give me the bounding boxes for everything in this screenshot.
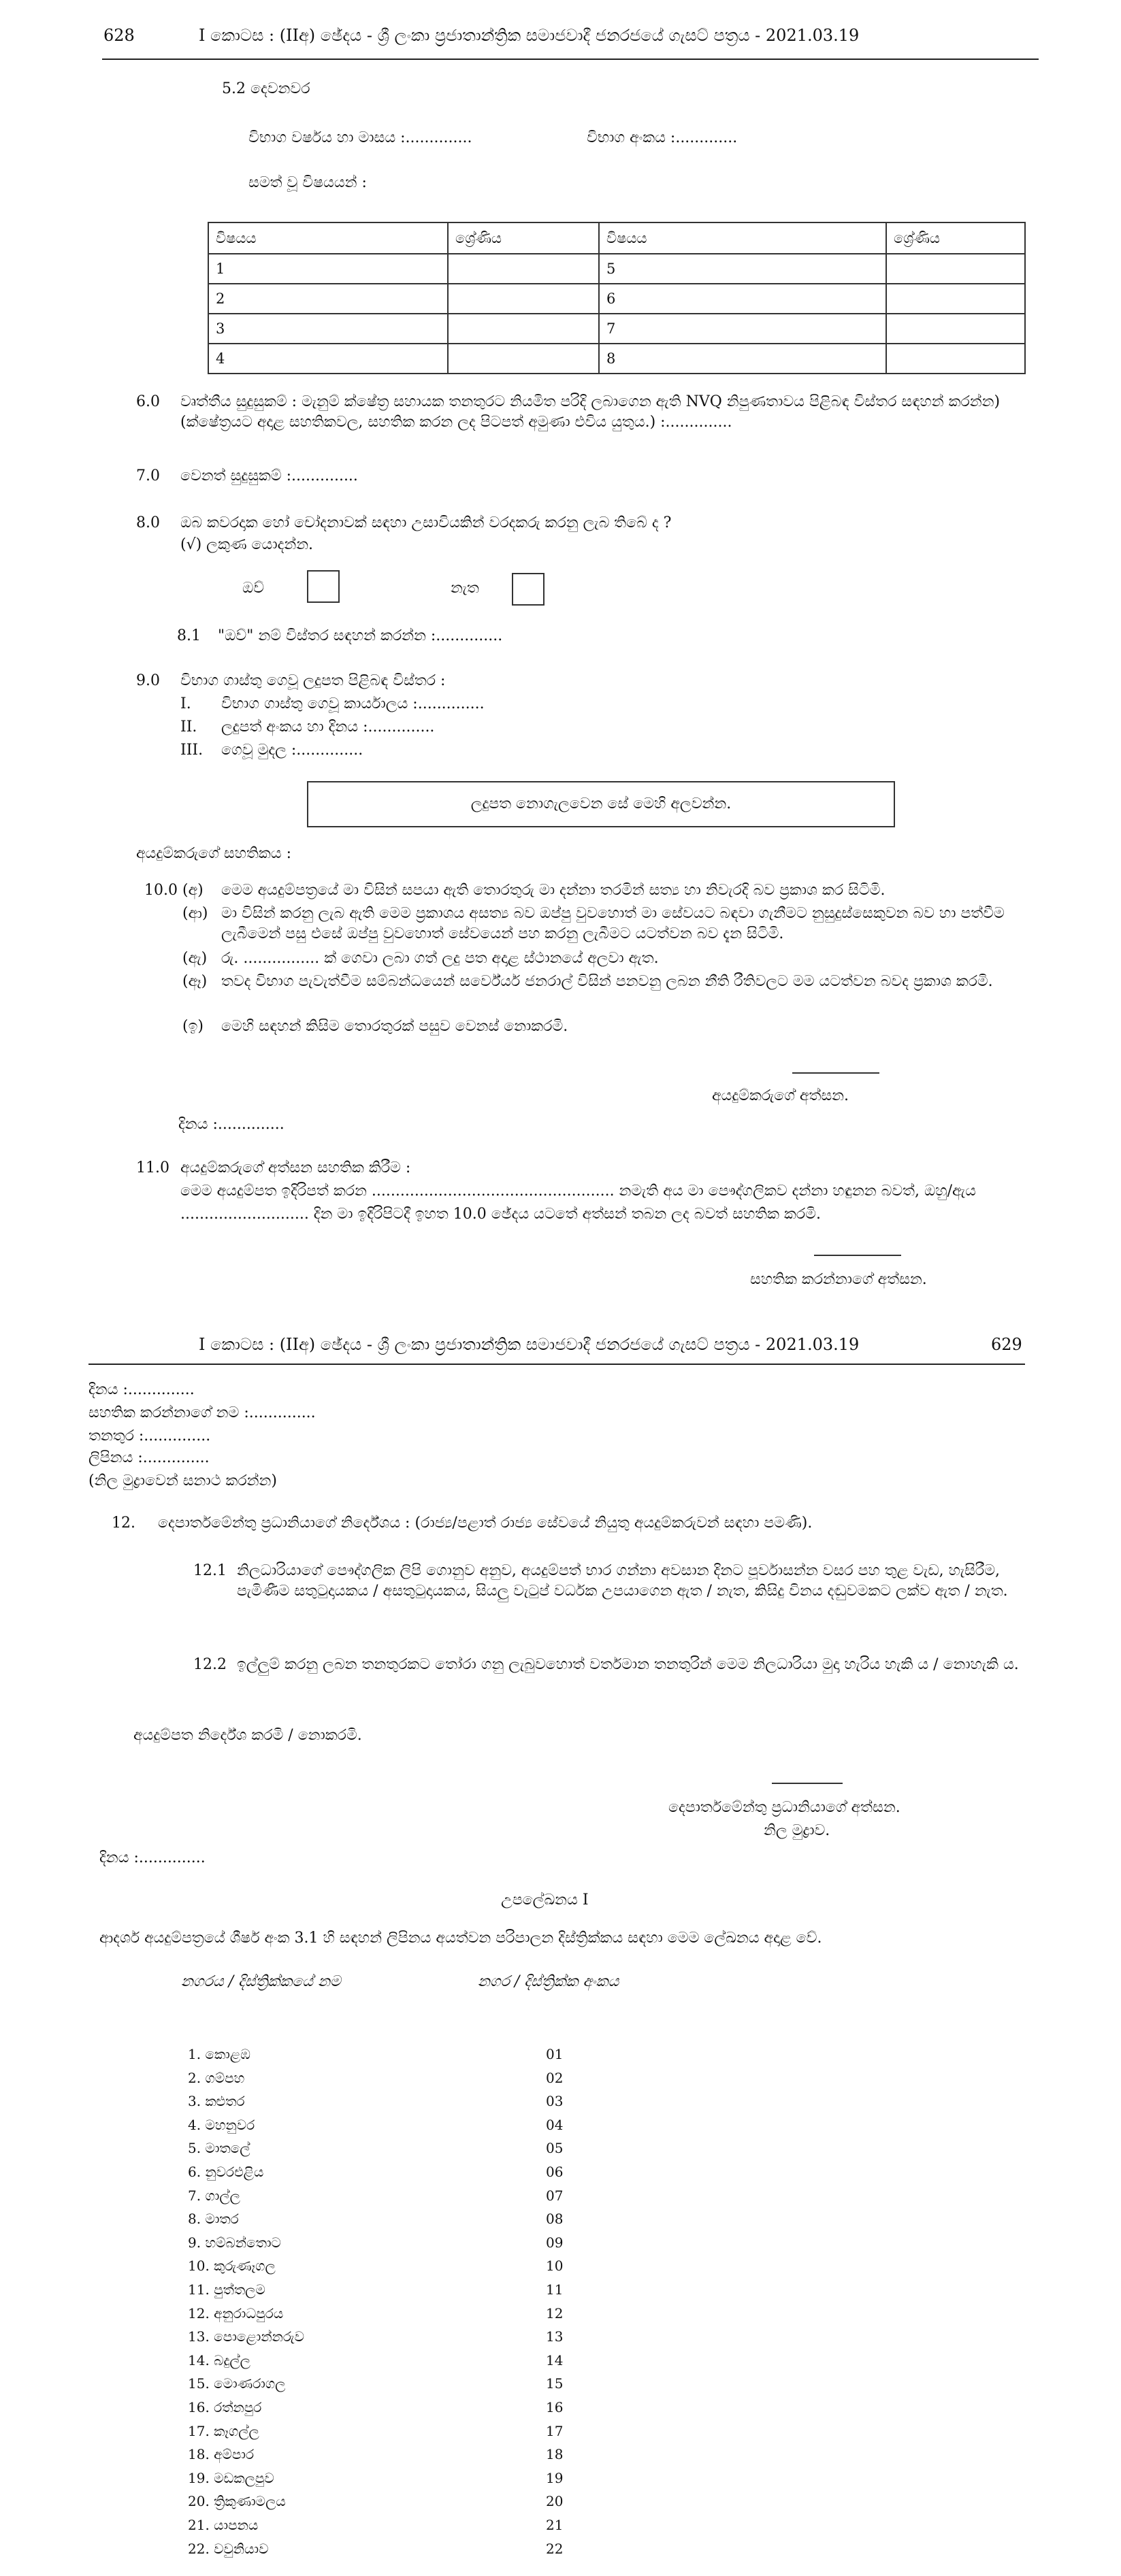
declaration-item-text: මා විසින් කරනු ලැබ ඇති මෙම ප්‍රකාශය අසත්‍ය බව ඔප්පු වුවහොත් මා සේවයට බඳවා ගැනීමට නුසුදුස්සෙකුවන බව හා පත්වීම ලැබීමෙන් පසු එසේ ඔප්පු වුවහොත් සේවයෙන් පහ කරනු ලැබීමට යටත්වන බව දැන සිටිමි. — [221, 905, 1005, 942]
table-cell[interactable] — [448, 284, 599, 314]
section-6-text: වෘත්තීය සුදුසුකම් : මැනුම් ක්ෂේත්‍ර සහායක තනතුරට නියමිත පරිදි ලබාගෙන ඇති NVQ නිපුණතාවය පිළිබඳ විස්තර සඳහන් කරන්න) (ක්ෂේත්‍රයට අදාළ සහතිකවල, සහතික කරන ලද පිටපත් අමුණා එවිය යුතුය.) :.............. — [180, 393, 1001, 431]
receipt-paste-label: ලදුපත නොගැලවෙන සේ මෙහි අලවන්න. — [470, 795, 732, 813]
applicant-certificate-title: අයදුම්කරුගේ සහතිකය : — [136, 845, 292, 862]
district-code: 01 — [546, 2046, 564, 2062]
head-signature-label: දෙපාර්තමේන්තු ප්‍රධානියාගේ අත්සන. — [668, 1799, 900, 1816]
header-rule — [102, 59, 1039, 60]
head-date-field[interactable]: දිනය :.............. — [99, 1849, 206, 1866]
table-row — [208, 284, 1025, 314]
district-name: 22. වවුනියාව — [188, 2541, 269, 2557]
district-name: 19. මඩකලපුව — [188, 2470, 274, 2486]
receipt-paste-box — [307, 781, 895, 827]
section-5-2-title: 5.2 දෙවනවර — [222, 80, 310, 97]
exam-number-field[interactable]: විභාග අංකය :............. — [587, 129, 738, 146]
section-12-text: දෙපාර්තමේන්තු ප්‍රධානියාගේ නිර්දේශය : (රාජ්‍ය/පළාත් රාජ්‍ය සේවයේ නියුතු අයදුම්කරුවන් සඳහා පමණි). — [158, 1515, 813, 1532]
table-row — [208, 314, 1025, 344]
district-name: 17. කෑගල්ල — [188, 2423, 259, 2439]
table-cell: 2 — [208, 284, 448, 314]
column-header-code: නගර / දිස්ත්‍රික්ක අංකය — [478, 1973, 619, 1990]
district-code: 13 — [546, 2328, 564, 2345]
section-9-num: 9.0 — [136, 672, 160, 689]
district-code: 10 — [546, 2258, 564, 2274]
section-12-2-num: 12.2 — [193, 1656, 227, 1673]
header-rule — [88, 1364, 1025, 1365]
district-name: 11. පුත්තලම — [188, 2281, 265, 2298]
table-cell: 5 — [599, 254, 886, 284]
applicant-signature-label: අයදුම්කරුගේ අත්සන. — [712, 1087, 849, 1104]
official-seal-label: නිල මුද්‍රාව. — [764, 1822, 830, 1839]
yes-label: ඔව් — [242, 580, 265, 597]
certifier-address-field[interactable]: ලිපිනය :.............. — [88, 1449, 210, 1466]
table-cell[interactable] — [448, 254, 599, 284]
district-code: 20 — [546, 2493, 564, 2509]
district-name: 8. මාතර — [188, 2211, 239, 2227]
date-field[interactable]: දිනය :.............. — [178, 1116, 285, 1133]
page-number: 628 — [103, 26, 135, 45]
section-10-num: 10.0 — [144, 882, 178, 899]
table-cell[interactable] — [448, 314, 599, 344]
section-9-item-num: II. — [180, 719, 197, 736]
table-cell[interactable] — [448, 344, 599, 374]
table-cell[interactable] — [886, 344, 1025, 374]
district-code: 14 — [546, 2352, 564, 2368]
section-11-title: අයදුම්කරුගේ අත්සන සහතික කිරීම : — [180, 1159, 411, 1176]
col-grade-2: ශ්‍රේණිය — [886, 222, 1025, 254]
seal-instruction: (නිල මුද්‍රාවෙන් සනාථ කරන්න) — [88, 1472, 277, 1489]
district-code: 02 — [546, 2070, 564, 2086]
table-row — [208, 344, 1025, 374]
section-9-text: විභාග ගාස්තු ගෙවූ ලදුපත පිළිබඳ විස්තර : — [180, 672, 446, 689]
applicant-signature-line[interactable] — [792, 1072, 879, 1074]
section-11-num: 11.0 — [136, 1159, 169, 1176]
declaration-item-text: මෙම අයදුම්පත්‍රයේ මා විසින් සපයා ඇති තොරතුරු මා දන්නා තරමින් සත්‍ය හා නිවැරදි බව ප්‍රකාශ කර සිටිමි. — [221, 882, 886, 899]
table-cell[interactable] — [886, 284, 1025, 314]
declaration-item-num: (ඉ) — [182, 1018, 204, 1035]
district-code: 07 — [546, 2187, 564, 2204]
amount-paid-field[interactable]: ගෙවූ මුදල :.............. — [221, 742, 363, 759]
table-cell[interactable] — [886, 314, 1025, 344]
district-name: 4. මහනුවර — [188, 2117, 255, 2133]
col-subject-2: විෂයය — [599, 222, 886, 254]
table-cell: 8 — [599, 344, 886, 374]
district-name: 5. මාතලේ — [188, 2140, 250, 2156]
table-header-row — [208, 222, 1025, 254]
section-6-num: 6.0 — [136, 393, 160, 410]
district-code: 18 — [546, 2446, 564, 2462]
district-code: 19 — [546, 2470, 564, 2486]
section-8-num: 8.0 — [136, 514, 160, 531]
section-8-1-num: 8.1 — [177, 627, 201, 644]
no-label: නැත — [451, 580, 479, 597]
page-header: I කොටස : (IIඅ) ඡේදය - ශ්‍රී ලංකා ප්‍රජාතාන්ත්‍රික සමාජවාදී ජනරජයේ ගැසට් පත්‍රය - 2021.03.19 — [199, 1335, 860, 1354]
section-12-1-text: නිලධාරියාගේ පෞද්ගලික ලිපි ගොනුව අනුව, අයදුම්පත් භාර ගන්නා අවසාන දිනට පූර්වාසන්න වසර පහ තුළ වැඩ, හැසිරීම, පැමිණීම සතුටුදායකය / අසතුටුදායකය, සියලු වැටුප් වර්ධක උපයාගෙන ඇත / නැත, කිසිදු විනය දඬුවමකට ලක්ව ඇත / නැත. — [237, 1562, 1008, 1600]
section-7-num: 7.0 — [136, 467, 160, 484]
section-11-line-2: ........................... දින මා ඉදිරිපිටදී ඉහත 10.0 ඡේදය යටතේ අත්සන් තබන ලද බවත් සහතික කරමි. — [180, 1206, 821, 1223]
table-cell: 1 — [208, 254, 448, 284]
fee-office-field[interactable]: විභාග ගාස්තු ගෙවූ කාර්යාලය :.............. — [221, 695, 485, 712]
district-code: 11 — [546, 2281, 564, 2298]
page-number: 629 — [991, 1335, 1022, 1354]
district-code: 22 — [546, 2541, 564, 2557]
subjects-passed-label: සමත් වූ විෂයයන් : — [248, 174, 367, 191]
subjects-table — [208, 222, 1026, 374]
exam-year-field[interactable]: විභාග වර්ෂය හා මාසය :.............. — [248, 129, 472, 146]
district-code: 17 — [546, 2423, 564, 2439]
district-name: 9. හම්බන්තොට — [188, 2234, 281, 2251]
section-7-text: වෙනත් සුදුසුකම් :.............. — [180, 467, 358, 484]
certifier-designation-field[interactable]: තනතුර :.............. — [88, 1427, 211, 1444]
col-grade-1: ශ්‍රේණිය — [448, 222, 599, 254]
table-cell: 6 — [599, 284, 886, 314]
table-row — [208, 254, 1025, 284]
district-code: 12 — [546, 2305, 564, 2322]
declaration-item-text: මෙහි සඳහන් කිසිම තොරතුරක් පසුව වෙනස් නොකරමි. — [221, 1018, 568, 1035]
district-code: 08 — [546, 2211, 564, 2227]
section-12-1-num: 12.1 — [193, 1562, 227, 1579]
district-name: 3. කළුතර — [188, 2093, 245, 2109]
no-checkbox[interactable] — [512, 573, 545, 606]
certifier-signature-line[interactable] — [814, 1255, 901, 1256]
district-name: 14. බදුල්ල — [188, 2352, 250, 2368]
district-code: 04 — [546, 2117, 564, 2133]
declaration-item-num: (ආ) — [182, 905, 208, 922]
district-name: 18. අම්පාර — [188, 2446, 255, 2462]
declaration-item-num: (ඈ) — [182, 973, 208, 990]
declaration-item-num: (ඇ) — [182, 950, 208, 967]
section-12-num: 12. — [112, 1515, 135, 1532]
table-cell: 7 — [599, 314, 886, 344]
section-12-2-text: ඉල්ලුම් කරනු ලබන තනතුරකට තෝරා ගනු ලැබුවහොත් වර්තමාන තනතුරින් මෙම නිලධාරියා මුදා හැරිය හැකි ය / නොහැකි ය. — [237, 1656, 1019, 1673]
district-name: 20. ත්‍රිකුණාමලය — [188, 2493, 286, 2509]
table-cell[interactable] — [886, 254, 1025, 284]
receipt-number-field[interactable]: ලදුපත් අංකය හා දිනය :.............. — [221, 719, 435, 736]
col-subject-1: විෂයය — [208, 222, 448, 254]
district-code: 06 — [546, 2164, 564, 2180]
yes-checkbox[interactable] — [307, 570, 340, 603]
section-8-instruction: (√) ලකුණ යොදන්න. — [180, 536, 314, 553]
district-code: 16 — [546, 2399, 564, 2415]
declaration-item-text: රු. ................ ක් ගෙවා ලබා ගත් ලදු පත අදාළ ස්ථානයේ අලවා ඇත. — [221, 950, 659, 967]
section-11-line-1: මෙම අයදුම්පත ඉදිරිපත් කරන ................................................... නමැති අය මා පෞද්ගලිකව දන්නා හඳුනන බවත්, ඔහු/ඇය — [180, 1183, 976, 1200]
head-signature-line[interactable] — [772, 1783, 843, 1784]
district-name: 15. මොණරාගල — [188, 2375, 286, 2392]
district-code: 05 — [546, 2140, 564, 2156]
district-name: 6. නුවරඑළිය — [188, 2164, 264, 2180]
recommendation-line: අයදුම්පත නිර්දේශ කරමි / නොකරමි. — [133, 1727, 362, 1744]
page-header: I කොටස : (IIඅ) ඡේදය - ශ්‍රී ලංකා ප්‍රජාතාන්ත්‍රික සමාජවාදී ජනරජයේ ගැසට් පත්‍රය - 2021.03.19 — [199, 26, 860, 45]
section-8-text: ඔබ කවරදාක හෝ චෝදනාවක් සඳහා උසාවියකින් වරදකරු කරනු ලැබ තිබේ ද ? — [180, 514, 672, 531]
table-cell: 4 — [208, 344, 448, 374]
district-name: 21. යාපනය — [188, 2517, 259, 2533]
district-code: 09 — [546, 2234, 564, 2251]
section-9-item-num: III. — [180, 742, 204, 759]
annex-title: උපලේඛනය I — [501, 1892, 589, 1909]
certifier-name-field[interactable]: සහතික කරන්නාගේ නම :.............. — [88, 1404, 316, 1421]
district-code: 15 — [546, 2375, 564, 2392]
district-code: 21 — [546, 2517, 564, 2533]
column-header-name: නගරය / දිස්ත්‍රික්කයේ නම — [181, 1973, 341, 1990]
annex-description: ආදර්ශ අයදුම්පත්‍රයේ ශීර්ෂ අංක 3.1 හි සඳහන් ලිපිනය අයත්වන පරිපාලන දිස්ත්‍රික්කය සඳහා මෙම ලේඛනය අදාළ වේ. — [99, 1930, 822, 1947]
district-code: 03 — [546, 2093, 564, 2109]
certifier-date-field[interactable]: දිනය :.............. — [88, 1381, 195, 1398]
declaration-item-num: (අ) — [182, 882, 204, 899]
district-name: 13. පොළොන්නරුව — [188, 2328, 304, 2345]
district-name: 12. අනුරාධපුරය — [188, 2305, 284, 2322]
section-9-item-num: I. — [180, 695, 191, 712]
district-name: 16. රත්නපුර — [188, 2399, 262, 2415]
district-name: 1. කොළඹ — [188, 2046, 250, 2062]
section-8-1-text: "ඔව්" නම් විස්තර සඳහන් කරන්න :.............. — [218, 627, 503, 644]
district-name: 2. ගම්පහ — [188, 2070, 245, 2086]
certifier-signature-label: සහතික කරන්නාගේ අත්සන. — [750, 1271, 927, 1288]
district-name: 10. කුරුණෑගල — [188, 2258, 276, 2274]
declaration-item-text: තවද විභාග පැවැත්වීම සම්බන්ධයෙන් සර්වේයර් ජනරාල් විසින් පනවනු ලබන නීති රීතිවලට මම යටත්වන බවද ප්‍රකාශ කරමි. — [221, 973, 993, 990]
district-name: 7. ගාල්ල — [188, 2187, 240, 2204]
table-cell: 3 — [208, 314, 448, 344]
